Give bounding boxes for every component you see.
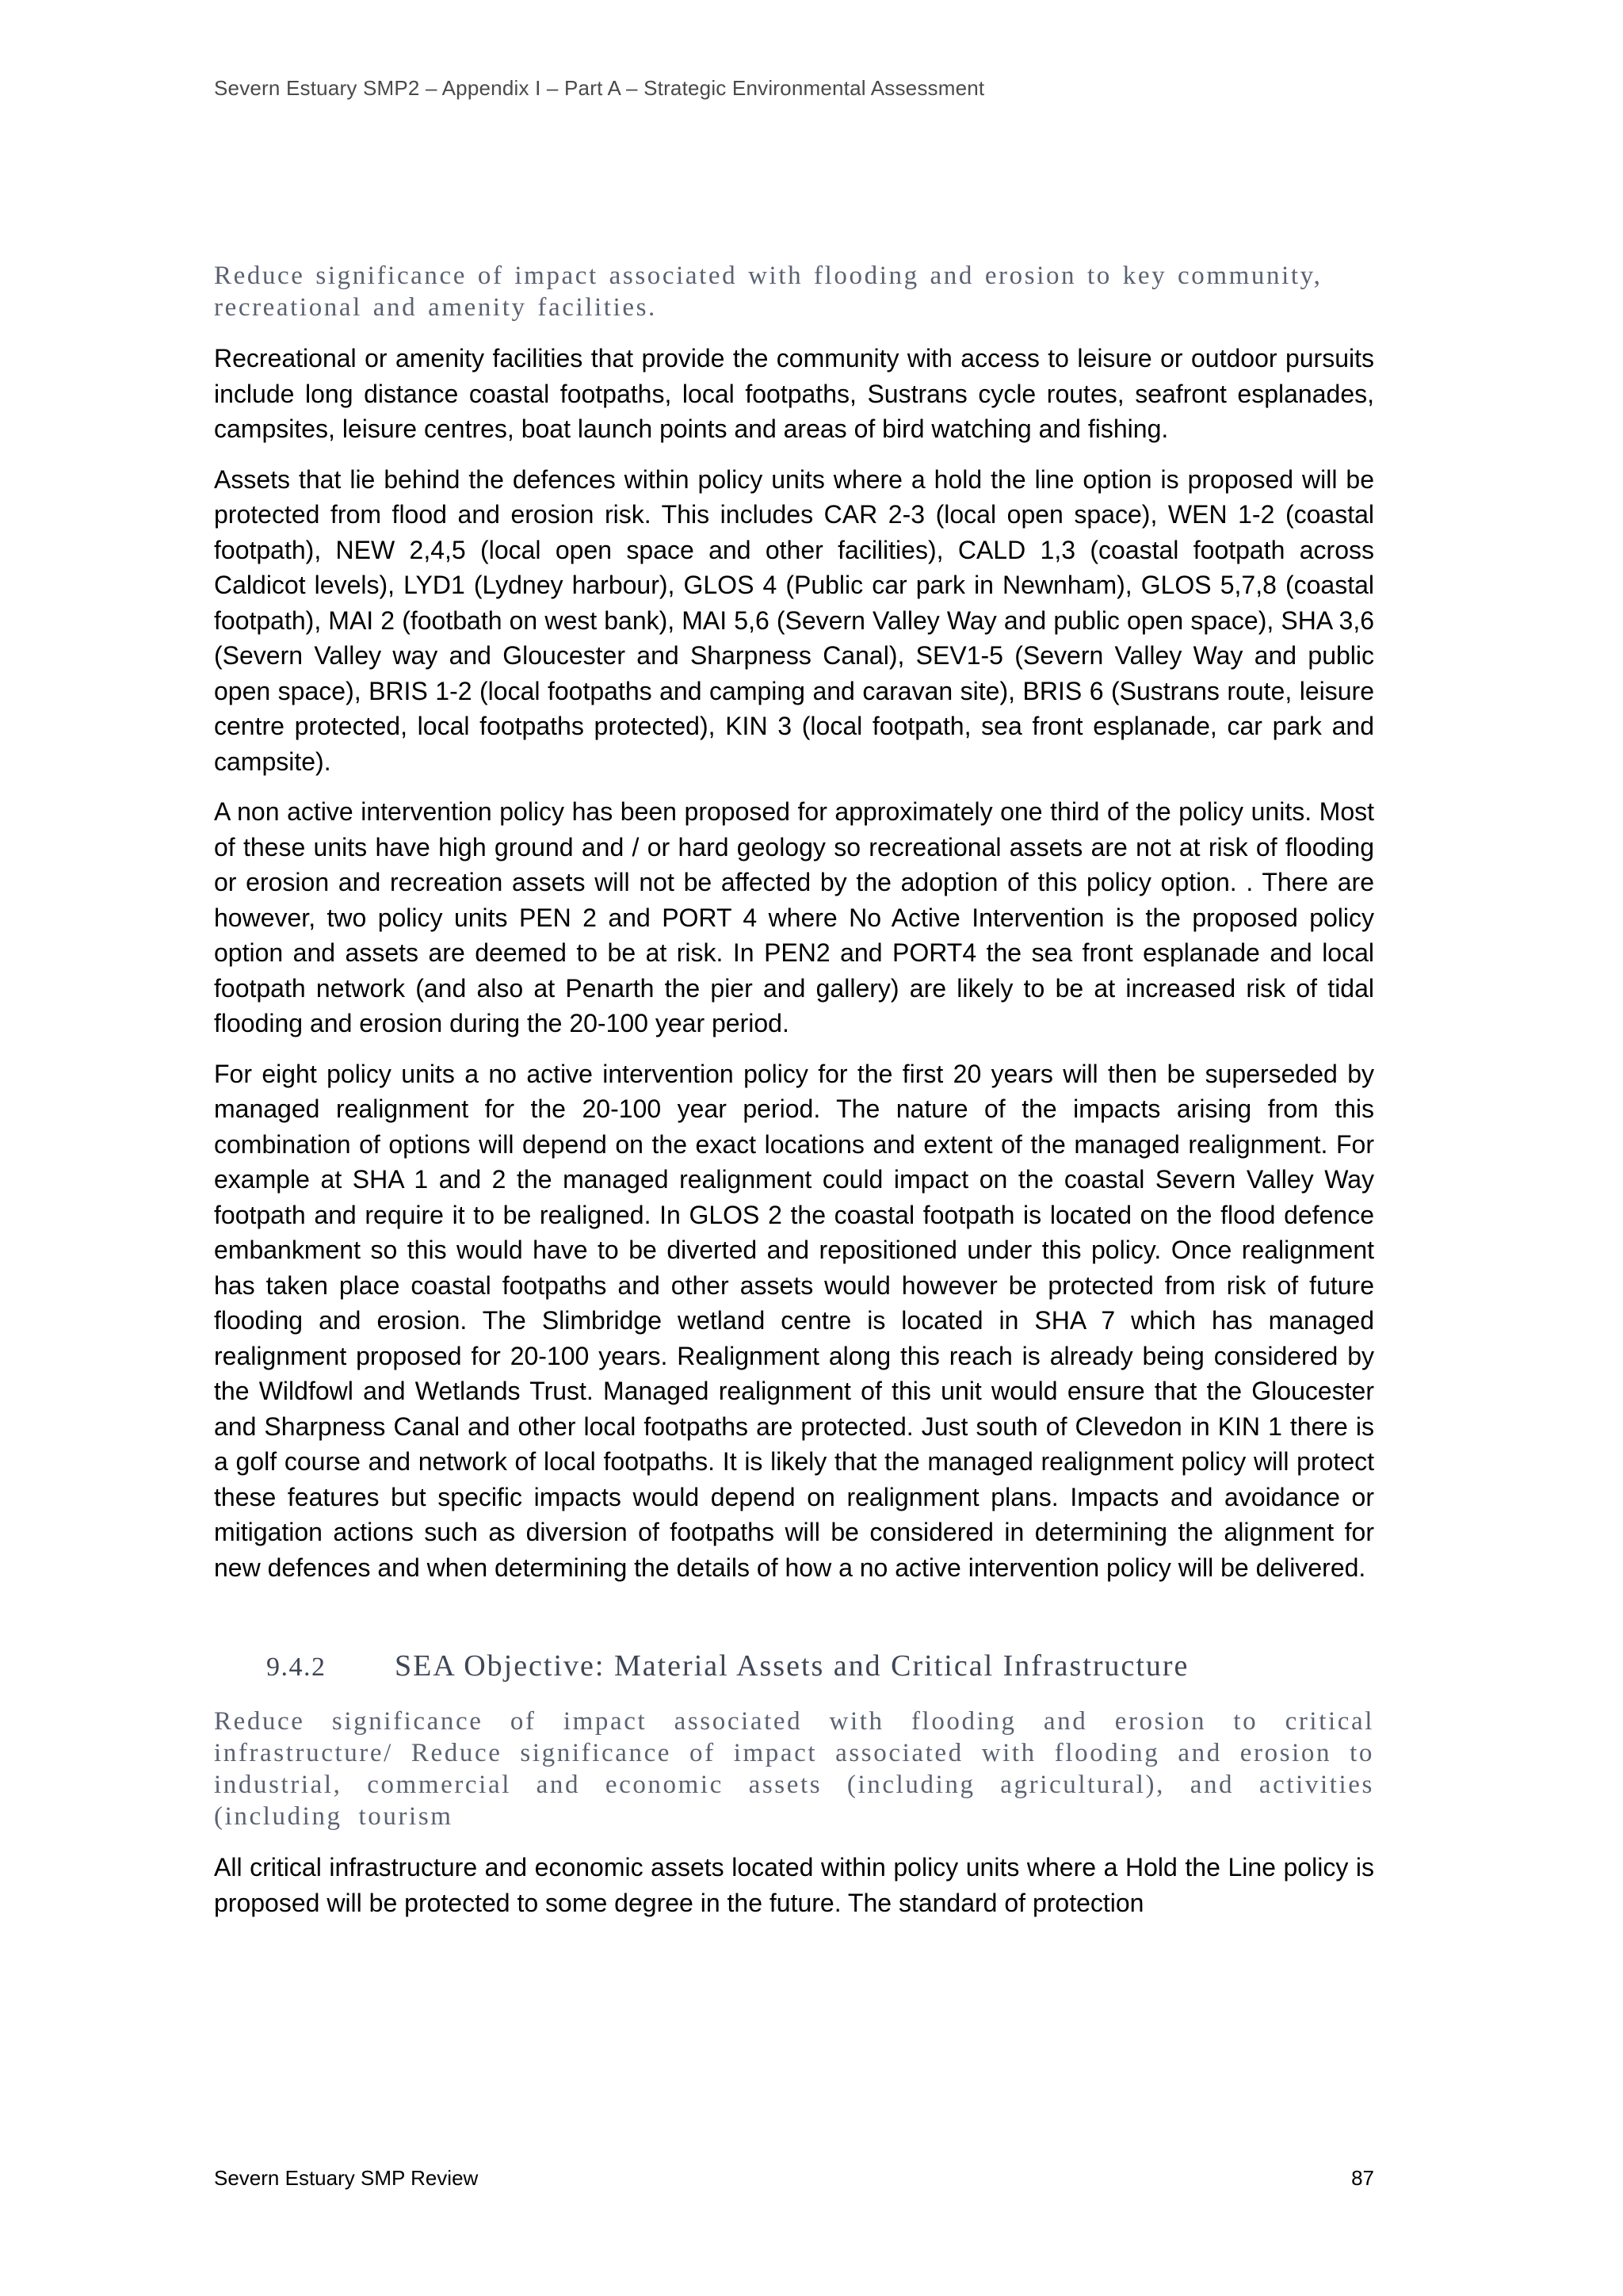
paragraph-recreational-facilities: Recreational or amenity facilities that provide the community with access to leisure or outdoor pursuits include long distance coastal footpaths, local footpaths, Sustrans cycle routes, seafront esplanades, campsites, leisure centres, boat launch points and areas of bird watching and fishing. [214, 344, 1374, 443]
paragraph-managed-realignment: For eight policy units a no active intervention policy for the first 20 years will then be superseded by managed realignment for the 20-100 year period. The nature of the impacts arising from this combination of options will depend on the exact locations and extent of the managed realignment. For example at SHA 1 and 2 the managed realignment could impact on the coastal Severn Valley Way footpath and require it to be realigned. In GLOS 2 the coastal footpath is located on the flood defence embankment so this would have to be diverted and repositioned under this policy. Once realignment has taken place coastal footpaths and other assets would however be protected from risk of future flooding and erosion. The Slimbridge wetland centre is located in SHA 7 which has managed realignment proposed for 20-100 years. Realignment along this reach is already being considered by the Wildfowl and Wetlands Trust. Managed realignment of this unit would ensure that the Gloucester and Sharpness Canal and other local footpaths are protected. Just south of Clevedon in KIN 1 there is a golf course and network of local footpaths. It is likely that the managed realignment policy will protect these features but specific impacts would depend on realignment plans. Impacts and avoidance or mitigation actions such as diversion of footpaths will be considered in determining the alignment for new defences and when determining the details of how a no active intervention policy will be delivered. [214, 1059, 1374, 1582]
page-number: 87 [1351, 2166, 1374, 2190]
paragraph-critical-infrastructure: All critical infrastructure and economic assets located within policy units where a Hold the Line policy is proposed will be protected to some degree in the future. The standard of protection [214, 1853, 1374, 1917]
paragraph-hold-the-line-assets: Assets that lie behind the defences within policy units where a hold the line option is proposed will be protected from flood and erosion risk. This includes CAR 2-3 (local open space), WEN 1-2 (coastal footpath), NEW 2,4,5 (local open space and other facilities), CALD 1,3 (coastal footpath across Caldicot levels), LYD1 (Lydney harbour), GLOS 4 (Public car park in Newnham), GLOS 5,7,8 (coastal footpath), MAI 2 (footbath on west bank), MAI 5,6 (Severn Valley Way and public open space), SHA 3,6 (Severn Valley way and Gloucester and Sharpness Canal), SEV1-5 (Severn Valley Way and public open space), BRIS 1-2 (local footpaths and camping and caravan site), BRIS 6 (Sustrans route, leisure centre protected, local footpaths protected), KIN 3 (local footpath, sea front esplanade, car park and campsite). [214, 464, 1374, 776]
running-footer [214, 2166, 1374, 2191]
running-header: Severn Estuary SMP2 – Appendix I – Part A – Strategic Environmental Assessment [214, 76, 985, 100]
paragraph-no-active-intervention: A non active intervention policy has been proposed for approximately one third of the policy units. Most of these units have high ground and / or hard geology so recreational assets are not at risk of flooding or erosion and recreation assets will not be affected by the adoption of this policy option. . There are however, two policy units PEN 2 and PORT 4 where No Active Intervention is the proposed policy option and assets are deemed to be at risk. In PEN2 and PORT4 the sea front esplanade and local footpath network (and also at Penarth the pier and gallery) are likely to be at increased risk of tidal flooding and erosion during the 20-100 year period. [214, 797, 1374, 1037]
objective-statement-infrastructure: Reduce significance of impact associated with flooding and erosion to critical infrastructure/ Reduce significance of impact associated with flooding and erosion to industrial, commercial and economic assets (including agricultural), and activities (including tourism [214, 1707, 1374, 1831]
footer-document-title: Severn Estuary SMP Review [214, 2166, 479, 2190]
section-number: 9.4.2 [266, 1652, 327, 1682]
page-content [214, 260, 1374, 1935]
section-title: SEA Objective: Material Assets and Critical Infrastructure [395, 1649, 1190, 1683]
objective-statement-community: Reduce significance of impact associated with flooding and erosion to key community, recreational and amenity facilities. [214, 262, 1323, 322]
section-heading [266, 1648, 1374, 1683]
